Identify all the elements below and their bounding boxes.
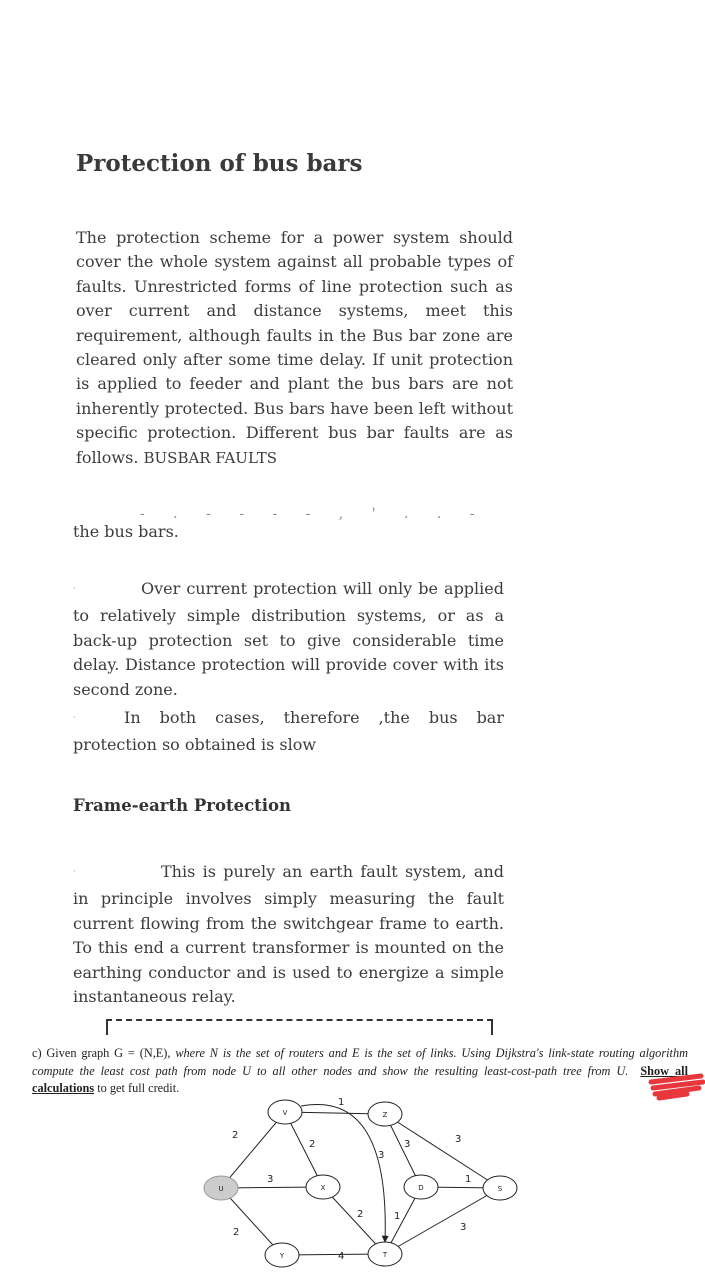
frame-earth-heading: Frame-earth Protection <box>73 796 292 815</box>
question-italic: where N is the set of routers and E is the set of links. Using Dijkstra's link-state routing algorithm compute the least cost path from node U to all other nodes and show the resulting least-cost-path tree from U. <box>32 1046 688 1078</box>
both-cases-paragraph: · In both cases, therefore ,the bus bar protection so obtained is slow <box>73 708 504 755</box>
graph-node-v <box>268 1100 302 1124</box>
red-highlight-mark <box>645 1070 705 1102</box>
both-cases-text: In both cases, therefore ,the bus bar protection so obtained is slow <box>73 708 504 755</box>
graph-node-label: V <box>282 1109 288 1117</box>
question-emphasis: Show all calculations <box>32 1063 688 1095</box>
graph-edge-u-v <box>221 1112 285 1188</box>
graph-edge-z-s <box>385 1114 500 1188</box>
edge-cost-label: 2 <box>233 1227 240 1238</box>
frame-earth-paragraph: · This is purely an earth fault system, and in principle involves simply measuring the fault current flowing from the switchgear frame to earth. To this end a current transformer is mounted on the earthing conductor and is used to energize a simple instantaneous relay. <box>73 862 504 1007</box>
edge-cost-label: 4 <box>338 1251 345 1262</box>
page-title: Protection of bus bars <box>76 150 363 177</box>
graph-node-label: U <box>218 1185 224 1193</box>
edge-cost-label: 2 <box>309 1139 316 1150</box>
frame-earth-text: This is purely an earth fault system, and in principle involves simply measuring the fault current flowing from the switchgear frame to earth. To this end a current transformer is mounted on the earthing conductor and is used to energize a simple instantaneous relay. <box>73 862 504 1007</box>
edge-cost-label: 1 <box>338 1097 345 1108</box>
overcurrent-text: Over current protection will only be applied to relatively simple distribution systems, or as a back-up protection set to give considerable time delay. Distance protection will provide cover with its second zone. <box>73 579 504 699</box>
busbar-faults-heading: BUSBAR FAULTS <box>143 448 277 467</box>
overcurrent-paragraph: · Over current protection will only be applied to relatively simple distribution systems, or as a back-up protection set to give considerable time delay. Distance protection will provide cover with its second zone. <box>73 579 504 699</box>
graph-node-s <box>483 1176 517 1200</box>
cropped-line: the bus bars. <box>73 522 179 541</box>
edge-cost-label: 2 <box>357 1209 364 1220</box>
edge-cost-label: 1 <box>394 1211 401 1222</box>
question-suffix: to get full credit. <box>94 1081 180 1095</box>
edge-cost-label: 3 <box>455 1134 462 1145</box>
question-text <box>32 1045 688 1098</box>
graph-node-label: T <box>382 1251 388 1259</box>
intro-text: The protection scheme for a power system should cover the whole system against all probable types of faults. Unrestricted forms of line protection such as over current and distance systems, meet this requirement, although faults in the Bus bar zone are cleared only after some time delay. If unit protection is applied to feeder and plant the bus bars are not inherently protected. Bus bars have been left without specific protection. Different bus bar faults are as follows. <box>76 228 513 467</box>
cropped-text-fragment: - . - - - - , ' . . - <box>140 506 487 522</box>
question-prefix: c) Given graph G = (N,E), <box>32 1046 176 1060</box>
intro-paragraph <box>76 226 513 470</box>
graph-node-u <box>204 1176 238 1200</box>
graph-node-t <box>368 1242 402 1266</box>
graph-node-y <box>265 1243 299 1267</box>
edge-cost-label: 3 <box>460 1222 467 1233</box>
graph-edge-v-t <box>301 1104 385 1242</box>
graph-node-d <box>404 1175 438 1199</box>
graph-node-label: Y <box>279 1252 285 1260</box>
graph-node-label: D <box>418 1184 424 1192</box>
edge-cost-label: 3 <box>267 1174 274 1185</box>
network-graph <box>190 1095 530 1275</box>
graph-node-x <box>306 1175 340 1199</box>
dashed-selection-box <box>106 1019 493 1035</box>
graph-node-label: S <box>497 1185 503 1193</box>
edge-cost-label: 3 <box>404 1139 411 1150</box>
graph-node-z <box>368 1102 402 1126</box>
graph-node-label: X <box>320 1184 326 1192</box>
graph-node-label: Z <box>382 1111 388 1119</box>
edge-cost-label: 1 <box>465 1174 472 1185</box>
edge-cost-label: 2 <box>232 1130 239 1141</box>
edge-cost-label: 3 <box>378 1150 385 1161</box>
